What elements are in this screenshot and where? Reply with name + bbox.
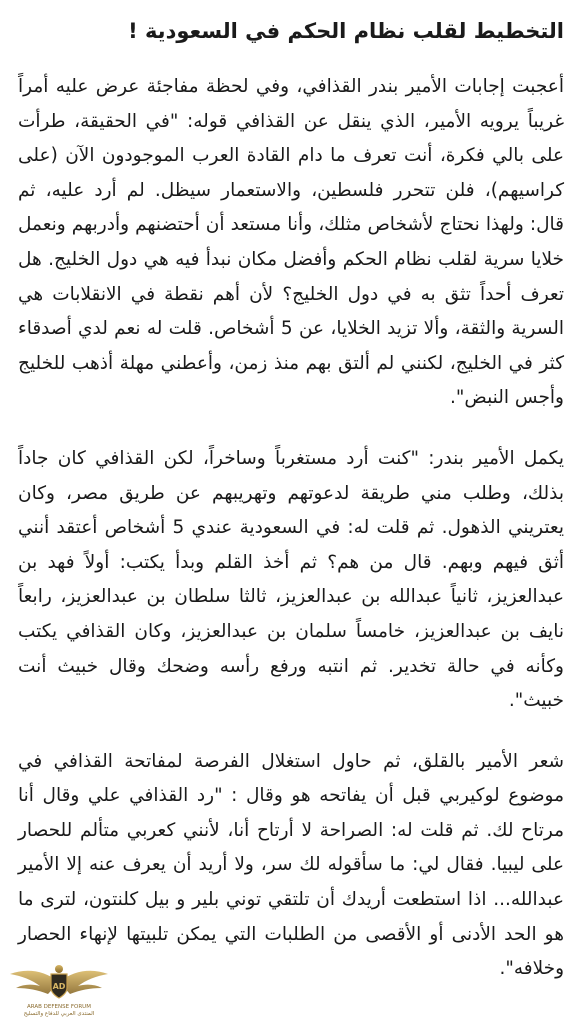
- article-paragraph-1: [18, 70, 564, 416]
- paragraph-text: أعجبت إجابات الأمير بندر القذافي، وفي لحظة مفاجئة عرض عليه أمراً غريباً يرويه الأمير، الذي ينقل عن القذافي قوله: "في الحقيقة، طرأت على بالي فكرة، أنت تعرف ما دام القادة العرب الموجودون الآن (على كراسيهم)، فلن تتحرر فلسطين، والاستعمار سيظل. لم أرد عليه، ثم قال: ولهذا نحتاج لأشخاص مثلك، وأنا مستعد أن أحتضنهم وأدربهم ونعمل خلايا سرية لقلب نظام الحكم وأفضل مكان نبدأ فيه هي دول الخليج. هل تعرف أحداً تثق به في دول الخليج؟ لأن أهم نقطة في الانقلابات هي السرية والثقة، وألا تزيد الخلايا، عن 5 أشخاص. قلت له نعم لدي أصدقاء كثر في الخليج، لكنني لم ألتق بهم منذ زمن، وأعطني مهلة أذهب للخليج وأجس النبض".: [18, 76, 564, 409]
- eagle-emblem-icon: [4, 960, 114, 1006]
- watermark-line-en: ARAB DEFENSE FORUM: [27, 1004, 91, 1010]
- paragraph-text: يكمل الأمير بندر: "كنت أرد مستغرباً وساخراً، لكن القذافي كان جاداً بذلك، وطلب مني طريقة لدعوتهم وتهريبهم عن طريق مصر، وكان يعتريني الذهول. ثم قلت له: في السعودية عندي 5 أشخاص أعتقد أنني أثق فيهم وبهم. قال من هم؟ ثم أخذ القلم وبدأ يكتب: أولاً فهد بن عبدالعزيز، ثانياً عبدالله بن عبدالعزيز، ثالثا سلطان بن عبدالعزيز، رابعاً نايف بن عبدالعزيز، خامساً سلمان بن عبدالعزيز، وكان القذافي يكتب وكأنه في حالة تخدير. ثم انتبه ورفع رأسه وضحك وقال خبيث أنت خبيث".: [18, 447, 564, 712]
- article-title: التخطيط لقلب نظام الحكم في السعودية !: [128, 19, 564, 43]
- paragraph-text: شعر الأمير بالقلق، ثم حاول استغلال الفرصة لمفاتحة القذافي في موضوع لوكيربي قبل أن يفاتحه هو وقال : "رد القذافي علي وقال أنا مرتاح لك. ثم قلت له: الصراحة لا أرتاح أنا، لأنني كعربي متألم للحصار على ليبيا. فقال لي: ما سأقوله لك سر، ولا أريد أن يعرف عنه إلا الأمير عبدالله... اذا استطعت أريدك أن تلتقي توني بلير و بيل كلنتون، لترى ما هو الحد الأدنى أو الأقصى من الطلبات التي يمكن تلبيتها لإنهاء الحصار وخلافه".: [18, 750, 564, 980]
- article-paragraph-3: [18, 745, 564, 987]
- watermark-caption: [4, 1004, 114, 1018]
- article-paragraph-2: [18, 442, 564, 719]
- svg-text:AD: AD: [52, 982, 66, 991]
- watermark-line-ar: المنتدى العربي للدفاع والتسليح: [23, 1011, 95, 1017]
- forum-watermark-logo: [4, 960, 124, 1024]
